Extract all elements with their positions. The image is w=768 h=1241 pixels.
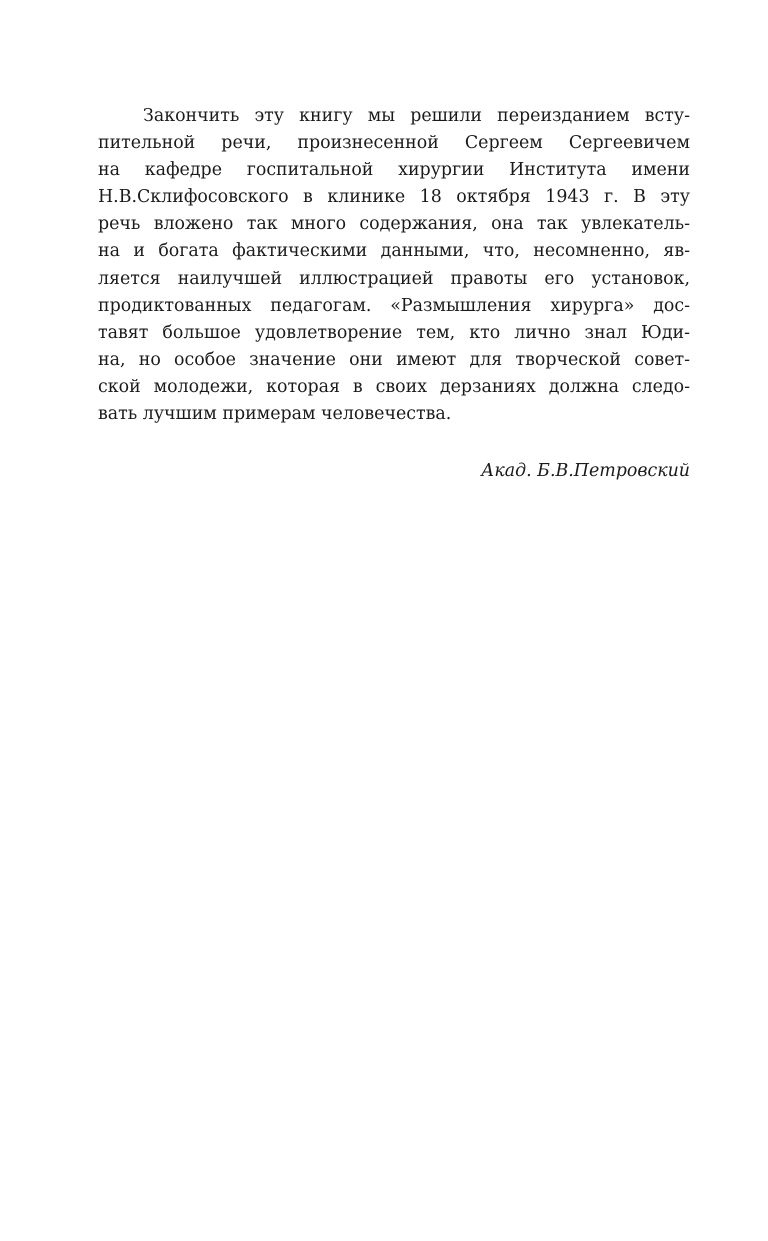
- paragraph-line: речь вложено так много содержания, она так увлекатель-: [98, 214, 690, 235]
- paragraph-line: на, но особое значение они имеют для творческой совет-: [98, 349, 690, 370]
- paragraph-line: на и богата фактическими данными, что, несомненно, яв-: [98, 241, 690, 262]
- paragraph-line: Н.В.Склифосовского в клинике 18 октября 1943 г. В эту: [98, 187, 690, 208]
- paragraph-line: вать лучшим примерам человечества.: [98, 404, 452, 425]
- paragraph-line: пительной речи, произнесенной Сергеем Сергеевичем: [98, 133, 690, 154]
- paragraph-line: продиктованных педагогам. «Размышления хирурга» дос-: [98, 295, 690, 316]
- paragraph-line: тавят большое удовлетворение тем, кто лично знал Юди-: [98, 322, 690, 343]
- author-signature: Акад. Б.В.Петровский: [481, 461, 690, 481]
- paragraph-line: ской молодежи, которая в своих дерзаниях должна следо-: [98, 376, 690, 397]
- paragraph-line: Закончить эту книгу мы решили переизданием всту-: [143, 106, 690, 126]
- paragraph-line: ляется наилучшей иллюстрацией правоты его установок,: [98, 268, 690, 289]
- main-paragraph: [98, 103, 690, 428]
- paragraph-line: на кафедре госпитальной хирургии Института имени: [98, 160, 690, 181]
